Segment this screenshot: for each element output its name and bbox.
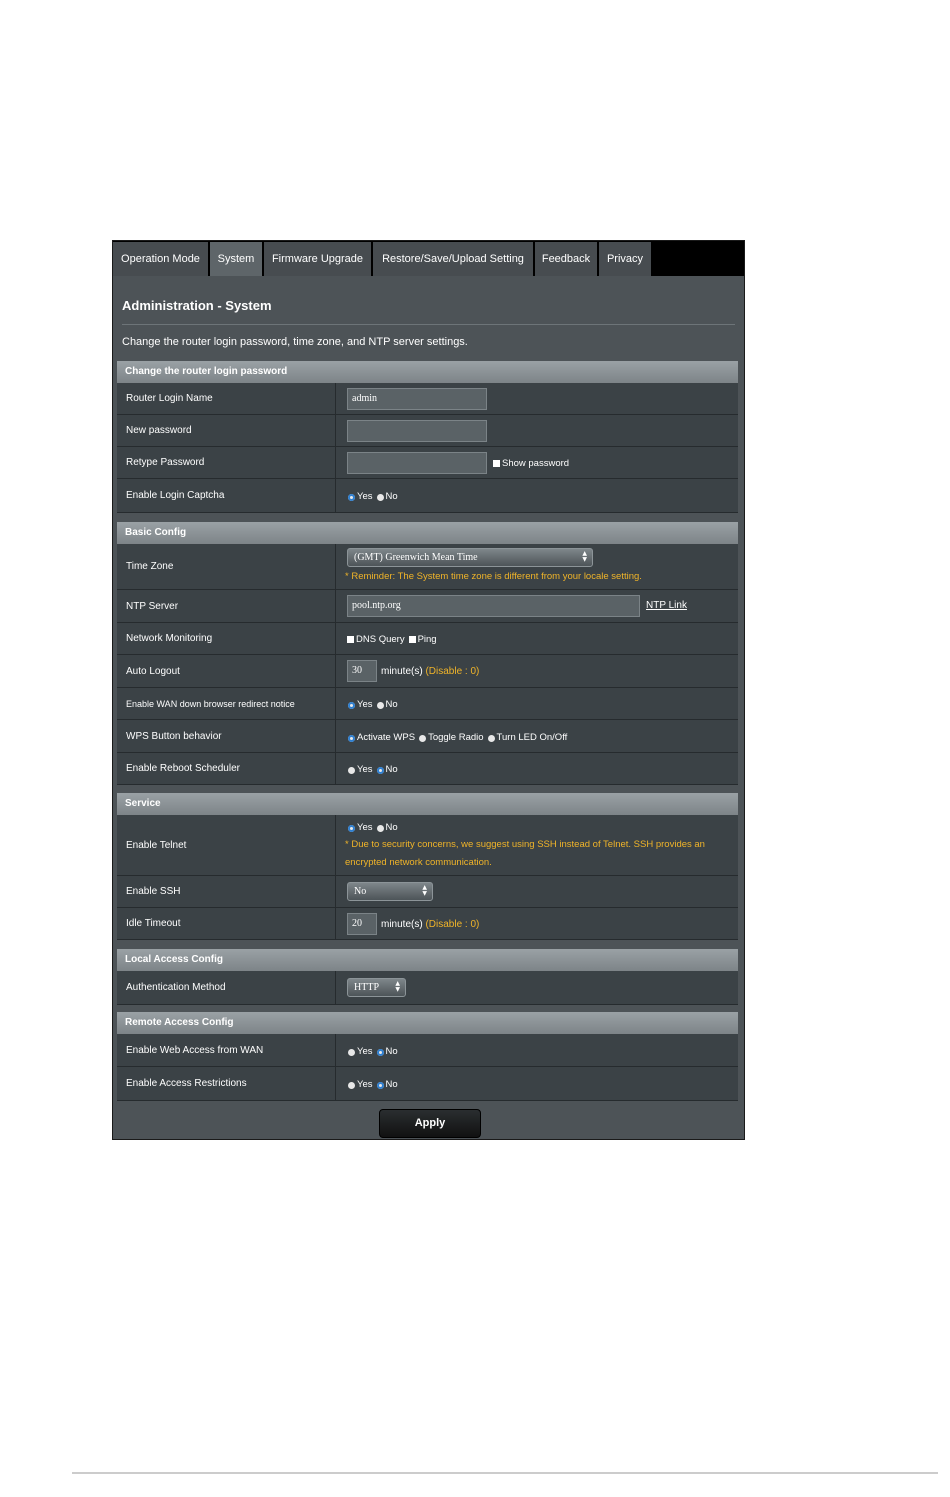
row-ntp-server <box>117 590 738 623</box>
row-wan-redirect <box>117 688 738 720</box>
row-router-login-name <box>117 383 738 415</box>
time-zone-reminder: * Reminder: The System time zone is different from your locale setting. <box>345 571 642 582</box>
telnet-warning-line1: * Due to security concerns, we suggest using SSH instead of Telnet. SSH provides an <box>345 839 705 850</box>
reboot-no-label: No <box>385 764 398 775</box>
tab-operation-mode[interactable]: Operation Mode <box>113 242 208 276</box>
select-arrows-icon: ▲ ▼ <box>395 980 400 993</box>
auth-method-value: HTTP <box>354 982 379 993</box>
restrict-yes-radio[interactable] <box>348 1082 355 1089</box>
idle-timeout-input[interactable]: 20 <box>347 913 377 935</box>
select-arrows-icon: ▲ ▼ <box>582 550 587 563</box>
wps-led-label: Turn LED On/Off <box>496 732 568 743</box>
wps-button-radios <box>348 732 571 743</box>
auto-logout-disable-hint: (Disable : 0) <box>425 666 480 677</box>
idle-timeout-disable-hint: (Disable : 0) <box>425 919 480 930</box>
ntp-link[interactable]: NTP Link <box>646 600 687 611</box>
row-reboot-scheduler <box>117 753 738 785</box>
ping-label: Ping <box>417 634 437 645</box>
section-header-service: Service <box>117 793 738 815</box>
access-restrictions-label: Enable Access Restrictions <box>117 1067 336 1100</box>
wps-button-label: WPS Button behavior <box>117 720 336 752</box>
access-restrictions-radios <box>348 1079 402 1090</box>
network-monitoring-options <box>347 634 441 645</box>
ntp-server-label: NTP Server <box>117 590 336 622</box>
ssh-value: No <box>354 886 367 897</box>
section-header-login: Change the router login password <box>117 361 738 383</box>
restrict-no-radio[interactable] <box>377 1082 384 1089</box>
restrict-yes-label: Yes <box>357 1079 373 1090</box>
show-password-label: Show password <box>502 458 570 469</box>
new-password-label: New password <box>117 415 336 446</box>
tab-feedback[interactable]: Feedback <box>535 242 597 276</box>
tab-privacy[interactable]: Privacy <box>599 242 651 276</box>
wps-toggle-label: Toggle Radio <box>428 732 484 743</box>
new-password-input[interactable] <box>347 420 487 442</box>
wan-redirect-radios <box>348 699 402 710</box>
row-new-password <box>117 415 738 447</box>
time-zone-select[interactable] <box>347 548 593 567</box>
router-login-name-label: Router Login Name <box>117 383 336 414</box>
content-panel <box>115 276 742 1137</box>
wps-activate-radio[interactable] <box>348 735 355 742</box>
time-zone-label: Time Zone <box>117 544 336 589</box>
wan-redirect-yes-radio[interactable] <box>348 702 355 709</box>
section-header-local-access: Local Access Config <box>117 949 738 971</box>
wps-activate-label: Activate WPS <box>357 732 416 743</box>
tab-restore-save-upload[interactable]: Restore/Save/Upload Setting <box>373 242 533 276</box>
page-footer-divider <box>72 1472 938 1474</box>
router-login-name-input[interactable]: admin <box>347 388 487 410</box>
reboot-scheduler-radios <box>348 764 402 775</box>
network-monitoring-label: Network Monitoring <box>117 623 336 654</box>
wan-redirect-yes-label: Yes <box>357 699 373 710</box>
auto-logout-label: Auto Logout <box>117 655 336 687</box>
row-idle-timeout <box>117 908 738 940</box>
idle-timeout-unit <box>381 919 479 930</box>
dns-query-label: DNS Query <box>356 634 405 645</box>
telnet-no-radio[interactable] <box>377 825 384 832</box>
telnet-yes-label: Yes <box>357 822 373 833</box>
retype-password-input[interactable] <box>347 452 487 474</box>
show-password-checkbox[interactable] <box>493 460 500 467</box>
wan-redirect-label: Enable WAN down browser redirect notice <box>117 688 336 719</box>
wan-redirect-no-radio[interactable] <box>377 702 384 709</box>
reboot-yes-label: Yes <box>357 764 373 775</box>
reboot-scheduler-label: Enable Reboot Scheduler <box>117 753 336 784</box>
captcha-no-label: No <box>385 491 398 502</box>
row-telnet <box>117 815 738 876</box>
web-wan-no-radio[interactable] <box>377 1049 384 1056</box>
ssh-select[interactable] <box>347 882 433 901</box>
title-divider <box>122 324 735 325</box>
tab-firmware-upgrade[interactable]: Firmware Upgrade <box>264 242 371 276</box>
row-web-access-wan <box>117 1034 738 1067</box>
telnet-label: Enable Telnet <box>117 815 336 875</box>
web-wan-yes-radio[interactable] <box>348 1049 355 1056</box>
telnet-no-label: No <box>385 822 398 833</box>
login-captcha-radios <box>348 491 402 502</box>
wps-led-radio[interactable] <box>488 735 495 742</box>
reboot-no-radio[interactable] <box>377 767 384 774</box>
telnet-warning-line2: encrypted network communication. <box>345 857 492 868</box>
select-arrows-icon: ▲ ▼ <box>422 884 427 897</box>
restrict-no-label: No <box>385 1079 398 1090</box>
telnet-yes-radio[interactable] <box>348 825 355 832</box>
web-wan-no-label: No <box>385 1046 398 1057</box>
tab-system[interactable]: System <box>210 242 262 276</box>
web-access-wan-label: Enable Web Access from WAN <box>117 1034 336 1066</box>
page-description: Change the router login password, time zone, and NTP server settings. <box>122 336 468 348</box>
auto-logout-minutes: minute(s) <box>381 666 423 677</box>
login-captcha-label: Enable Login Captcha <box>117 479 336 512</box>
dns-query-checkbox[interactable] <box>347 636 354 643</box>
web-wan-yes-label: Yes <box>357 1046 373 1057</box>
apply-button[interactable]: Apply <box>379 1109 481 1138</box>
show-password-option[interactable] <box>493 458 569 469</box>
page-title: Administration - System <box>122 298 272 313</box>
tab-bar <box>113 241 744 276</box>
row-wps-button <box>117 720 738 753</box>
ping-checkbox[interactable] <box>409 636 416 643</box>
auth-method-select[interactable] <box>347 978 406 997</box>
idle-timeout-label: Idle Timeout <box>117 908 336 939</box>
row-auto-logout <box>117 655 738 688</box>
reboot-yes-radio[interactable] <box>348 767 355 774</box>
telnet-radios <box>348 822 402 833</box>
captcha-no-radio[interactable] <box>377 494 384 501</box>
row-network-monitoring <box>117 623 738 655</box>
captcha-yes-radio[interactable] <box>348 494 355 501</box>
row-auth-method <box>117 971 738 1005</box>
row-login-captcha <box>117 479 738 513</box>
captcha-yes-label: Yes <box>357 491 373 502</box>
section-header-remote-access: Remote Access Config <box>117 1012 738 1034</box>
ssh-label: Enable SSH <box>117 876 336 907</box>
wan-redirect-no-label: No <box>385 699 398 710</box>
auth-method-label: Authentication Method <box>117 971 336 1004</box>
row-ssh <box>117 876 738 908</box>
web-access-wan-radios <box>348 1046 402 1057</box>
retype-password-label: Retype Password <box>117 447 336 478</box>
row-retype-password <box>117 447 738 479</box>
section-header-basic-config: Basic Config <box>117 522 738 544</box>
time-zone-value: (GMT) Greenwich Mean Time <box>354 552 478 563</box>
wps-toggle-radio[interactable] <box>419 735 426 742</box>
ntp-server-input[interactable]: pool.ntp.org <box>347 595 640 617</box>
row-access-restrictions <box>117 1067 738 1101</box>
auto-logout-unit <box>381 666 479 677</box>
row-time-zone <box>117 544 738 590</box>
idle-timeout-minutes: minute(s) <box>381 919 423 930</box>
router-admin-window <box>112 240 745 1140</box>
auto-logout-input[interactable]: 30 <box>347 660 377 682</box>
